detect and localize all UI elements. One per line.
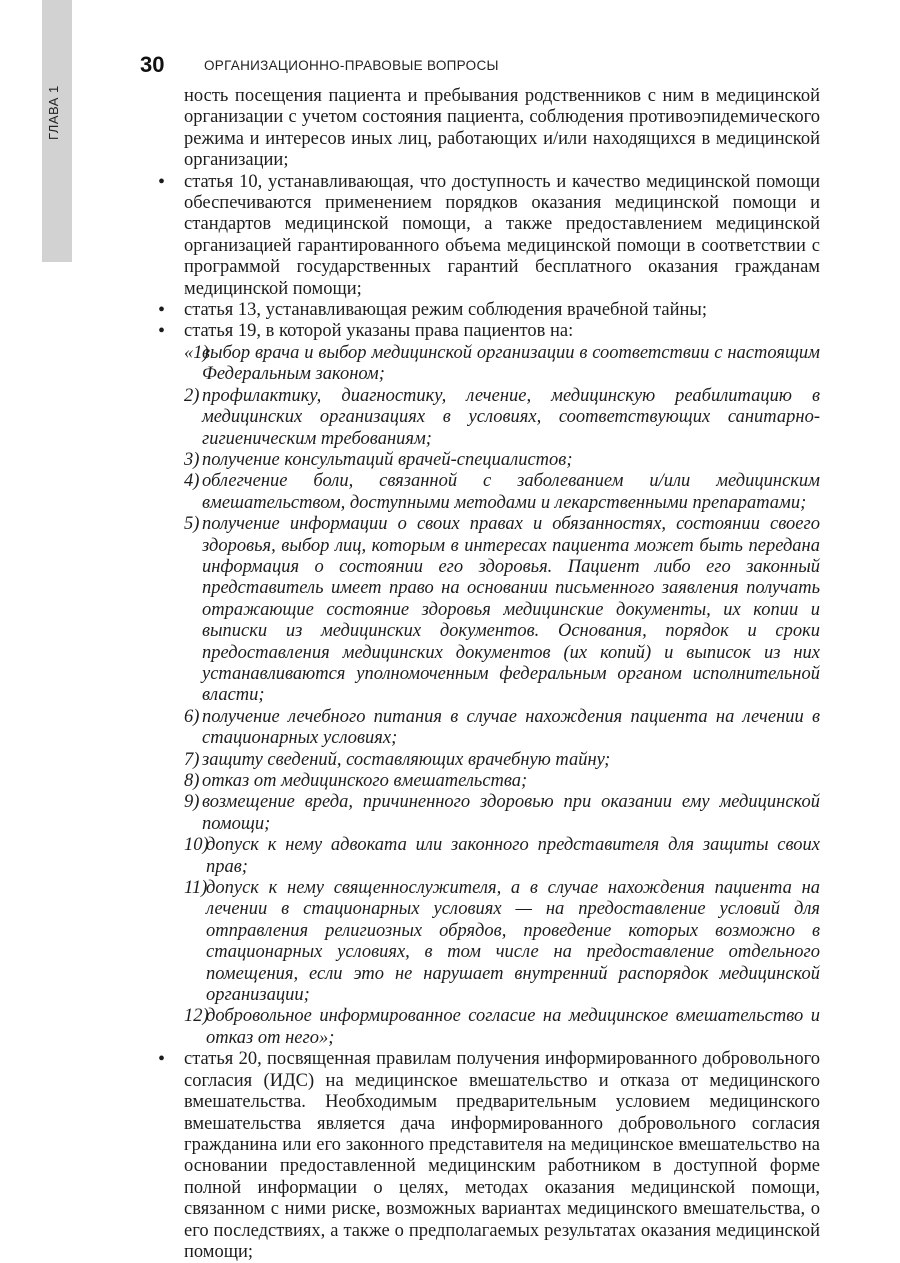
right-number: 7) — [184, 749, 200, 770]
right-item — [150, 792, 820, 835]
page-body — [150, 86, 820, 1263]
bullet-article-19: • статья 19, в которой указаны права пациентов на: — [150, 321, 820, 342]
chapter-label: ГЛАВА 1 — [46, 85, 61, 140]
chapter-side-tab — [42, 0, 72, 262]
right-text: допуск к нему адвоката или законного представителя для защиты своих прав; — [206, 835, 820, 877]
right-item — [150, 343, 820, 386]
right-item — [150, 514, 820, 707]
right-item — [150, 471, 820, 514]
right-text: отказ от медицинского вмешательства; — [202, 771, 528, 791]
right-number: 9) — [184, 792, 200, 813]
right-text: профилактику, диагностику, лечение, медицинскую реабилитацию в медицинских организациях в условиях, соответствующих санитарно-гигиеническим требованиям; — [202, 385, 820, 449]
right-item — [150, 450, 820, 471]
right-text: допуск к нему священнослужителя, а в случае нахождения пациента на лечении в стационарных условиях — на предоставление условий для отправления религиозных обрядов, проведение которых возможно в стационарных условиях, в том числе на предоставление отдельного помещения, если это не нарушает внутренний распорядок медицинской организации; — [206, 878, 820, 1006]
right-item — [150, 1006, 820, 1049]
right-number: 3) — [184, 449, 200, 470]
right-number: 10) — [184, 835, 209, 856]
bullet-article-13: • статья 13, устанавливающая режим соблюдения врачебной тайны; — [150, 300, 820, 321]
right-text: получение лечебного питания в случае нахождения пациента на лечении в стационарных условиях; — [202, 706, 820, 749]
right-number: 4) — [184, 471, 200, 492]
bullet-article-20: • статья 20, посвященная правилам получения информированного добровольного согласия (ИДС) на медицинское вмешательство и отказа от медицинского вмешательства. Необходимым предварительным условием медицинского вмешательства является дача информированного добровольного согласия гражданина или его законного представителя на медицинское вмешательство на основании предоставленной медицинским работником в доступной форме полной информации о целях, методах оказания медицинской помощи, связанном с ними риске, возможных вариантах медицинского вмешательства, о его последствиях, а также о предполагаемых результатах оказания медицинской помощи; — [150, 1049, 820, 1263]
right-text: получение консультаций врачей-специалистов; — [202, 449, 573, 470]
right-text: получение информации о своих правах и обязанностях, состоянии своего здоровья, выбор лиц, которым в интересах пациента может быть передана информация о состоянии его здоровья. Пациент либо его законный представитель имеет право на основании письменного заявления получать отражающие состояние здоровья медицинские документы, их копии и выписки из медицинских документов. Основания, порядок и сроки предоставления медицинских документов (их копий) и выписок из них устанавливаются уполномоченным федеральным органом исполнительной власти; — [202, 514, 820, 706]
right-item — [150, 707, 820, 750]
right-text: возмещение вреда, причиненного здоровью при оказании ему медицинской помощи; — [202, 792, 820, 834]
continuation-paragraph: ность посещения пациента и пребывания родственников с ним в медицинской организации с учетом состояния пациента, соблюдения противоэпидемического режима и интересов иных лиц, работающих и/или находящихся в медицинской организации; — [184, 86, 820, 171]
right-number: 2) — [184, 385, 200, 406]
running-title: ОРГАНИЗАЦИОННО-ПРАВОВЫЕ ВОПРОСЫ — [204, 58, 499, 73]
right-text: добровольное информированное согласие на медицинское вмешательство и отказ от него»; — [206, 1006, 820, 1048]
right-number: «1) — [184, 342, 209, 363]
right-text: защиту сведений, составляющих врачебную тайну; — [202, 749, 611, 770]
page-number: 30 — [140, 52, 165, 77]
right-text: облегчение боли, связанной с заболеванием и/или медицинским вмешательством, доступными методами и лекарственными препаратами; — [202, 471, 820, 513]
right-number: 11) — [184, 878, 208, 899]
right-item — [150, 386, 820, 450]
right-number: 5) — [184, 514, 200, 535]
bullet-article-10: • статья 10, устанавливающая, что доступность и качество медицинской помощи обеспечиваются применением порядков оказания медицинской помощи и стандартов медицинской помощи, а также предоставлением медицинской организацией гарантированного объема медицинской помощи в соответствии с программой государственных гарантий бесплатного оказания гражданам медицинской помощи; — [150, 172, 820, 300]
right-number: 8) — [184, 771, 200, 791]
right-number: 6) — [184, 706, 200, 727]
right-item — [150, 771, 820, 792]
right-number: 12) — [184, 1006, 209, 1027]
right-item — [150, 878, 820, 1006]
right-item — [150, 750, 820, 771]
right-item — [150, 835, 820, 878]
right-text: выбор врача и выбор медицинской организации в соответствии с настоящим Федеральным законом; — [202, 342, 820, 385]
